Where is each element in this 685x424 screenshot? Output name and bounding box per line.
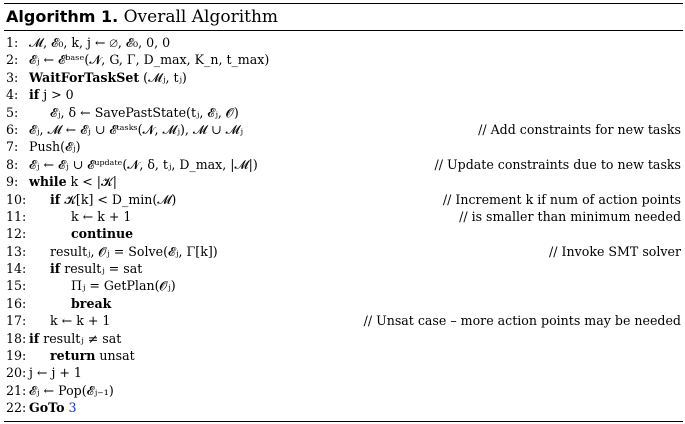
line-number: 19: (6, 348, 27, 364)
code-text: 𝓔ⱼ ← 𝓔ᵇᵃˢᵉ(𝓝, G, Γ, D_max, K_n, t_max) (29, 52, 270, 68)
algorithm-block (4, 3, 683, 422)
line-comment: // Add constraints for new tasks (478, 121, 681, 137)
code-text: resultⱼ ≠ sat (39, 330, 122, 346)
keyword: GoTo (29, 400, 65, 416)
line-number: 13: (6, 243, 27, 259)
line-code (29, 34, 170, 51)
line-code (29, 51, 269, 68)
line-number: 22: (6, 400, 27, 416)
line-code (71, 208, 131, 225)
line-comment: // Update constraints due to new tasks (434, 156, 681, 172)
algorithm-title: Overall Algorithm (123, 7, 279, 27)
line-number: 1: (6, 35, 19, 50)
code-text: unsat (95, 348, 135, 364)
code-text: 𝓔ⱼ, δ ← SavePastState(tⱼ, 𝓔ⱼ, 𝓞) (50, 104, 239, 120)
line-code (50, 260, 142, 277)
algorithm-caption (4, 4, 683, 30)
keyword: return (50, 348, 96, 364)
line-number: 15: (6, 278, 27, 294)
code-text: k < |𝓚| (66, 174, 117, 190)
line-number: 16: (6, 295, 27, 311)
algorithm-line (4, 399, 683, 416)
algorithm-line (4, 382, 683, 399)
algorithm-line (4, 243, 683, 260)
algorithm-line (4, 260, 683, 277)
line-reference-link[interactable]: 3 (68, 400, 77, 416)
line-code (29, 173, 117, 190)
keyword: break (71, 295, 112, 311)
code-text: j > 0 (39, 87, 74, 103)
line-number: 10: (6, 191, 27, 207)
algorithm-line (4, 34, 683, 51)
code-text: 𝓚[k] < D_min(𝓜) (60, 191, 177, 207)
line-code (50, 191, 176, 208)
line-number: 9: (6, 174, 19, 190)
algorithm-line (4, 295, 683, 312)
line-code (29, 138, 81, 155)
code-text: 𝓔ⱼ ← Pop(𝓔ⱼ₋₁) (29, 382, 114, 398)
line-code (50, 104, 239, 121)
code-text: (𝓜ⱼ, tⱼ) (139, 69, 187, 85)
code-text: 𝓔ⱼ, 𝓜 ← 𝓔ⱼ ∪ 𝓔ᵗᵃˢᵏˢ(𝓝, 𝓜ⱼ), 𝓜 ∪ 𝓜ⱼ (29, 121, 244, 137)
algorithm-label: Algorithm 1. (6, 7, 119, 26)
keyword: if (29, 330, 40, 346)
algorithm-body (4, 31, 683, 421)
bottom-rule (4, 421, 683, 422)
algorithm-line (4, 225, 683, 242)
keyword: if (50, 191, 61, 207)
algorithm-line (4, 104, 683, 121)
code-text: 𝓜, 𝓔₀, k, j ← ∅, 𝓔₀, 0, 0 (29, 35, 171, 50)
algorithm-line (4, 330, 683, 347)
line-code (71, 277, 176, 294)
algorithm-line (4, 86, 683, 103)
code-text: Push(𝓔ⱼ) (29, 139, 81, 155)
keyword: if (50, 261, 61, 277)
line-comment: // Invoke SMT solver (549, 243, 681, 259)
line-code (29, 330, 121, 347)
line-code (29, 86, 74, 103)
code-text: k ← k + 1 (50, 313, 111, 329)
keyword: while (29, 174, 67, 190)
line-number: 8: (6, 156, 19, 172)
line-number: 12: (6, 226, 27, 242)
line-number: 21: (6, 382, 27, 398)
line-number: 11: (6, 208, 27, 224)
line-code (29, 364, 82, 381)
algorithm-line (4, 191, 683, 208)
algorithm-line (4, 173, 683, 190)
line-code (50, 243, 218, 260)
algorithm-line (4, 312, 683, 329)
algorithm-line (4, 69, 683, 86)
code-text: 𝓔ⱼ ← 𝓔ⱼ ∪ 𝓔ᵘᵖᵈᵃᵗᵉ(𝓝, δ, tⱼ, D_max, |𝓜|) (29, 156, 258, 172)
line-code (50, 347, 135, 364)
algorithm-line (4, 347, 683, 364)
algorithm-line (4, 51, 683, 68)
algorithm-line (4, 156, 683, 173)
code-text: Πⱼ = GetPlan(𝓞ⱼ) (71, 278, 176, 294)
code-text: resultⱼ = sat (60, 261, 143, 277)
line-code (50, 312, 110, 329)
line-number: 3: (6, 69, 19, 85)
line-comment: // is smaller than minimum needed (459, 208, 681, 224)
line-code (71, 225, 133, 242)
code-text: k ← k + 1 (71, 208, 132, 224)
keyword: continue (71, 226, 134, 242)
line-code (29, 69, 187, 86)
line-number: 5: (6, 104, 19, 120)
line-number: 4: (6, 87, 19, 103)
line-number: 6: (6, 121, 19, 137)
line-code (29, 399, 77, 416)
line-number: 7: (6, 139, 19, 155)
line-number: 17: (6, 313, 27, 329)
algorithm-line (4, 277, 683, 294)
keyword: if (29, 87, 40, 103)
line-number: 20: (6, 365, 27, 381)
code-text: j ← j + 1 (29, 365, 82, 381)
line-code (29, 156, 258, 173)
line-comment: // Unsat case – more action points may be needed (363, 313, 681, 329)
line-number: 14: (6, 261, 27, 277)
line-code (29, 382, 114, 399)
line-number: 2: (6, 52, 19, 68)
algorithm-line (4, 138, 683, 155)
line-code (29, 121, 243, 138)
line-number: 18: (6, 330, 27, 346)
algorithm-line (4, 364, 683, 381)
code-text: resultⱼ, 𝓞ⱼ = Solve(𝓔ⱼ, Γ[k]) (50, 243, 218, 259)
algorithm-line (4, 121, 683, 138)
line-code (71, 295, 111, 312)
algorithm-line (4, 208, 683, 225)
keyword: WaitForTaskSet (29, 69, 140, 85)
line-comment: // Increment k if num of action points (442, 191, 681, 207)
